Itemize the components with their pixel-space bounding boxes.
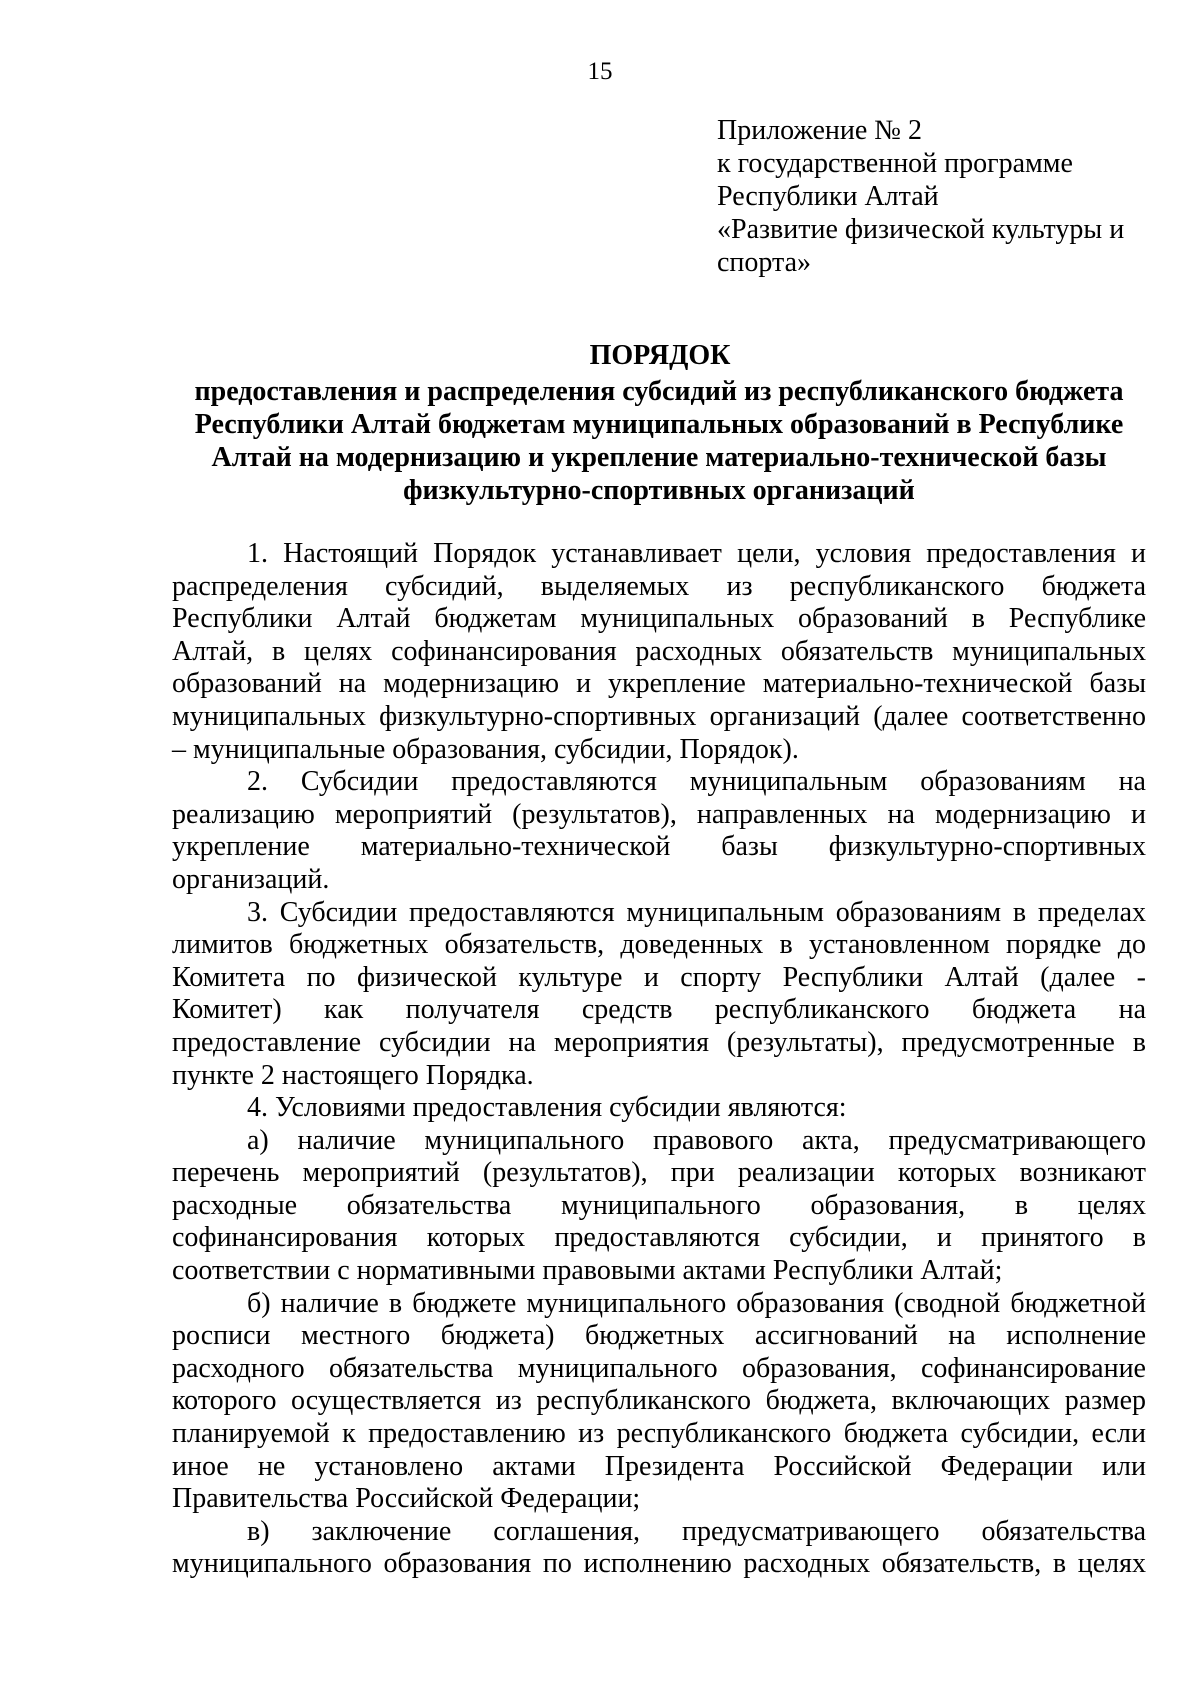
- paragraph-1-line: – муниципальные образования, субсидии, Порядок).: [172, 733, 799, 765]
- subtitle-line: Алтай на модернизацию и укрепление материально-технической базы: [211, 442, 1107, 473]
- subtitle-line: физкультурно-спортивных организаций: [403, 475, 915, 506]
- paragraph-2-line: 2. Субсидии предоставляются муниципальным образованиям на: [247, 766, 1146, 798]
- clause-c-line: в) заключение соглашения, предусматривающего обязательства: [247, 1515, 1146, 1547]
- clause-c-line: муниципального образования по исполнению расходных обязательств, в целях: [172, 1548, 1146, 1580]
- document-subtitle: [172, 375, 1146, 507]
- clause-b-line: б) наличие в бюджете муниципального образования (сводной бюджетной: [247, 1287, 1146, 1319]
- clause-b-line: которого осуществляется из республиканского бюджета, включающих размер: [172, 1385, 1146, 1417]
- appendix-header: [717, 114, 1157, 279]
- paragraph-1-line: Республики Алтай бюджетам муниципальных образований в Республике: [172, 603, 1146, 635]
- paragraph-1-line: Алтай, в целях софинансирования расходных обязательств муниципальных: [172, 635, 1146, 667]
- paragraph-3-line: Комитета по физической культуре и спорту Республики Алтай (далее -: [172, 961, 1146, 993]
- paragraph-2-line: организаций.: [172, 863, 330, 895]
- paragraph-3-line: предоставление субсидии на мероприятия (результаты), предусмотренные в: [172, 1026, 1146, 1058]
- paragraph-1-line: 1. Настоящий Порядок устанавливает цели, условия предоставления и: [247, 538, 1146, 569]
- paragraph-2-line: реализацию мероприятий (результатов), направленных на модернизацию и: [172, 798, 1146, 830]
- paragraph-3-line: Комитет) как получателя средств республиканского бюджета на: [172, 994, 1146, 1026]
- clause-a-line: перечень мероприятий (результатов), при реализации которых возникают: [172, 1157, 1146, 1189]
- page-number: 15: [587, 58, 613, 85]
- appendix-line: к государственной программе: [717, 148, 1073, 179]
- clause-b-line: планируемой к предоставлению из республиканского бюджета субсидии, если: [172, 1418, 1146, 1450]
- appendix-line: «Развитие физической культуры и: [717, 214, 1125, 245]
- paragraph-1-line: муниципальных физкультурно-спортивных организаций (далее соответственно: [172, 700, 1146, 732]
- paragraph-2-line: укрепление материально-технической базы физкультурно-спортивных: [172, 831, 1146, 863]
- clause-b-line: расходного обязательства муниципального образования, софинансирование: [172, 1352, 1146, 1384]
- clause-a-line: расходные обязательства муниципального образования, в целях: [172, 1189, 1146, 1221]
- paragraph-4-line: 4. Условиями предоставления субсидии являются:: [247, 1092, 847, 1124]
- paragraph-3-line: пункте 2 настоящего Порядка.: [172, 1059, 534, 1091]
- paragraph-1-line: распределения субсидий, выделяемых из республиканского бюджета: [172, 570, 1146, 602]
- appendix-line: Приложение № 2: [717, 115, 922, 146]
- paragraph-3-line: лимитов бюджетных обязательств, доведенных в установленном порядке до: [172, 929, 1146, 961]
- clause-b-line: иное не установлено актами Президента Российской Федерации или: [172, 1450, 1146, 1482]
- appendix-line: спорта»: [717, 247, 812, 278]
- paragraph-3-line: 3. Субсидии предоставляются муниципальным образованиям в пределах: [247, 896, 1146, 928]
- subtitle-line: предоставления и распределения субсидий из республиканского бюджета: [194, 376, 1124, 407]
- appendix-line: Республики Алтай: [717, 181, 939, 212]
- document-body: [172, 538, 1146, 1581]
- clause-a-line: софинансирования которых предоставляются субсидии, и принятого в: [172, 1222, 1146, 1254]
- clause-a-line: соответствии с нормативными правовыми актами Республики Алтай;: [172, 1255, 1003, 1287]
- clause-a-line: а) наличие муниципального правового акта, предусматривающего: [247, 1124, 1146, 1156]
- paragraph-1-line: образований на модернизацию и укрепление материально-технической базы: [172, 668, 1146, 700]
- clause-b-line: Правительства Российской Федерации;: [172, 1483, 641, 1515]
- clause-b-line: росписи местного бюджета) бюджетных ассигнований на исполнение: [172, 1320, 1146, 1352]
- subtitle-line: Республики Алтай бюджетам муниципальных образований в Республике: [194, 409, 1124, 440]
- document-title: ПОРЯДОК: [589, 340, 731, 371]
